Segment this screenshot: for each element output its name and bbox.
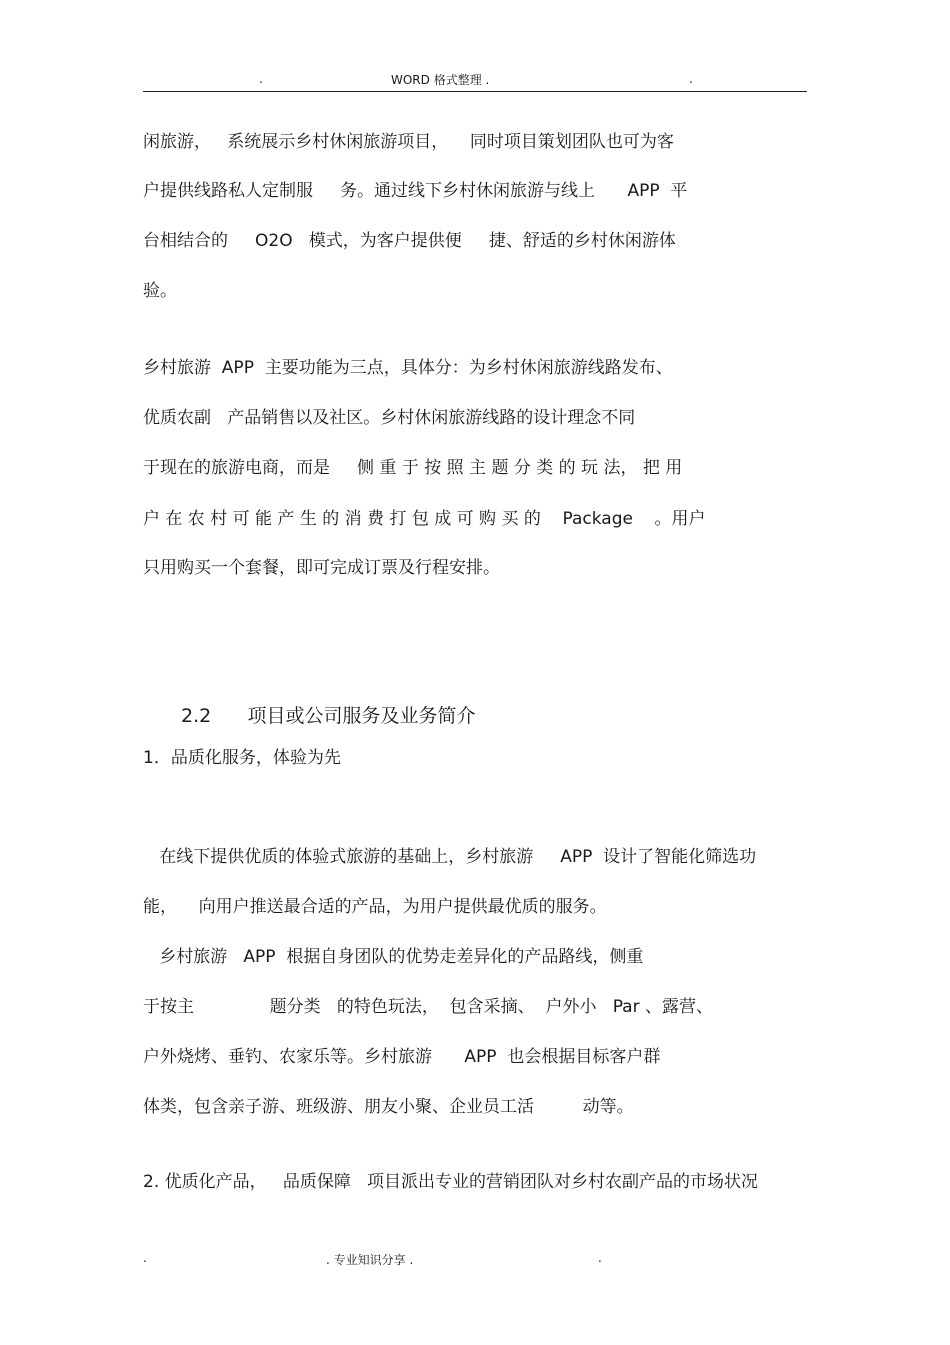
paragraph-line: 能， 向用户推送最合适的产品，为用户提供最优质的服务。 [143, 897, 607, 917]
body-line: 于现在的旅游电商，而是 侧 重 于 按 照 主 题 分 类 的 玩 法， 把 用 [143, 458, 683, 478]
body-line: 户提供线路私人定制服 务。通过线下乡村休闲旅游与线上 APP 平 [143, 181, 688, 201]
paragraph-line: 户外烧烤、垂钓、农家乐等。乡村旅游 APP 也会根据目标客户群 [143, 1047, 661, 1067]
subheading: 1．品质化服务，体验为先 [143, 748, 341, 768]
footer-text: . 专业知识分享 . [326, 1253, 414, 1267]
header-dot-left: . [259, 72, 263, 86]
header-title: WORD 格式整理 . [391, 73, 490, 87]
body-line: 闲旅游， 系统展示乡村休闲旅游项目， 同时项目策划团队也可为客 [143, 132, 674, 152]
body-line: 台相结合的 O2O 模式，为客户提供便 捷、舒适的乡村休闲游体 [143, 231, 676, 251]
footer-dot-right: . [598, 1251, 602, 1265]
body-line: 验。 [143, 281, 177, 301]
subheading: 2. 优质化产品， 品质保障 项目派出专业的营销团队对乡村农副产品的市场状况 [143, 1172, 759, 1192]
footer-dot-left: . [143, 1251, 147, 1265]
body-line: 乡村旅游 APP 主要功能为三点，具体分：为乡村休闲旅游线路发布、 [143, 358, 673, 378]
body-line: 户 在 农 村 可 能 产 生 的 消 费 打 包 成 可 购 买 的 Package 。用户 [143, 509, 706, 529]
section-title: 2.2 项目或公司服务及业务简介 [181, 705, 476, 727]
page-footer [143, 1251, 807, 1269]
header-dot-right: . [689, 72, 693, 86]
paragraph-line: 体类，包含亲子游、班级游、朋友小聚、企业员工活 动等。 [143, 1097, 634, 1117]
paragraph-line: 乡村旅游 APP 根据自身团队的优势走差异化的产品路线，侧重 [143, 947, 644, 967]
paragraph-line: 于按主 题分类 的特色玩法， 包含采摘、 户外小 Par 、露营、 [143, 997, 713, 1017]
paragraph-line: 在线下提供优质的体验式旅游的基础上，乡村旅游 APP 设计了智能化筛选功 [143, 847, 757, 867]
body-line: 只用购买一个套餐，即可完成订票及行程安排。 [143, 558, 500, 578]
body-line: 优质农副 产品销售以及社区。乡村休闲旅游线路的设计理念不同 [143, 408, 636, 428]
page-header [143, 68, 807, 92]
